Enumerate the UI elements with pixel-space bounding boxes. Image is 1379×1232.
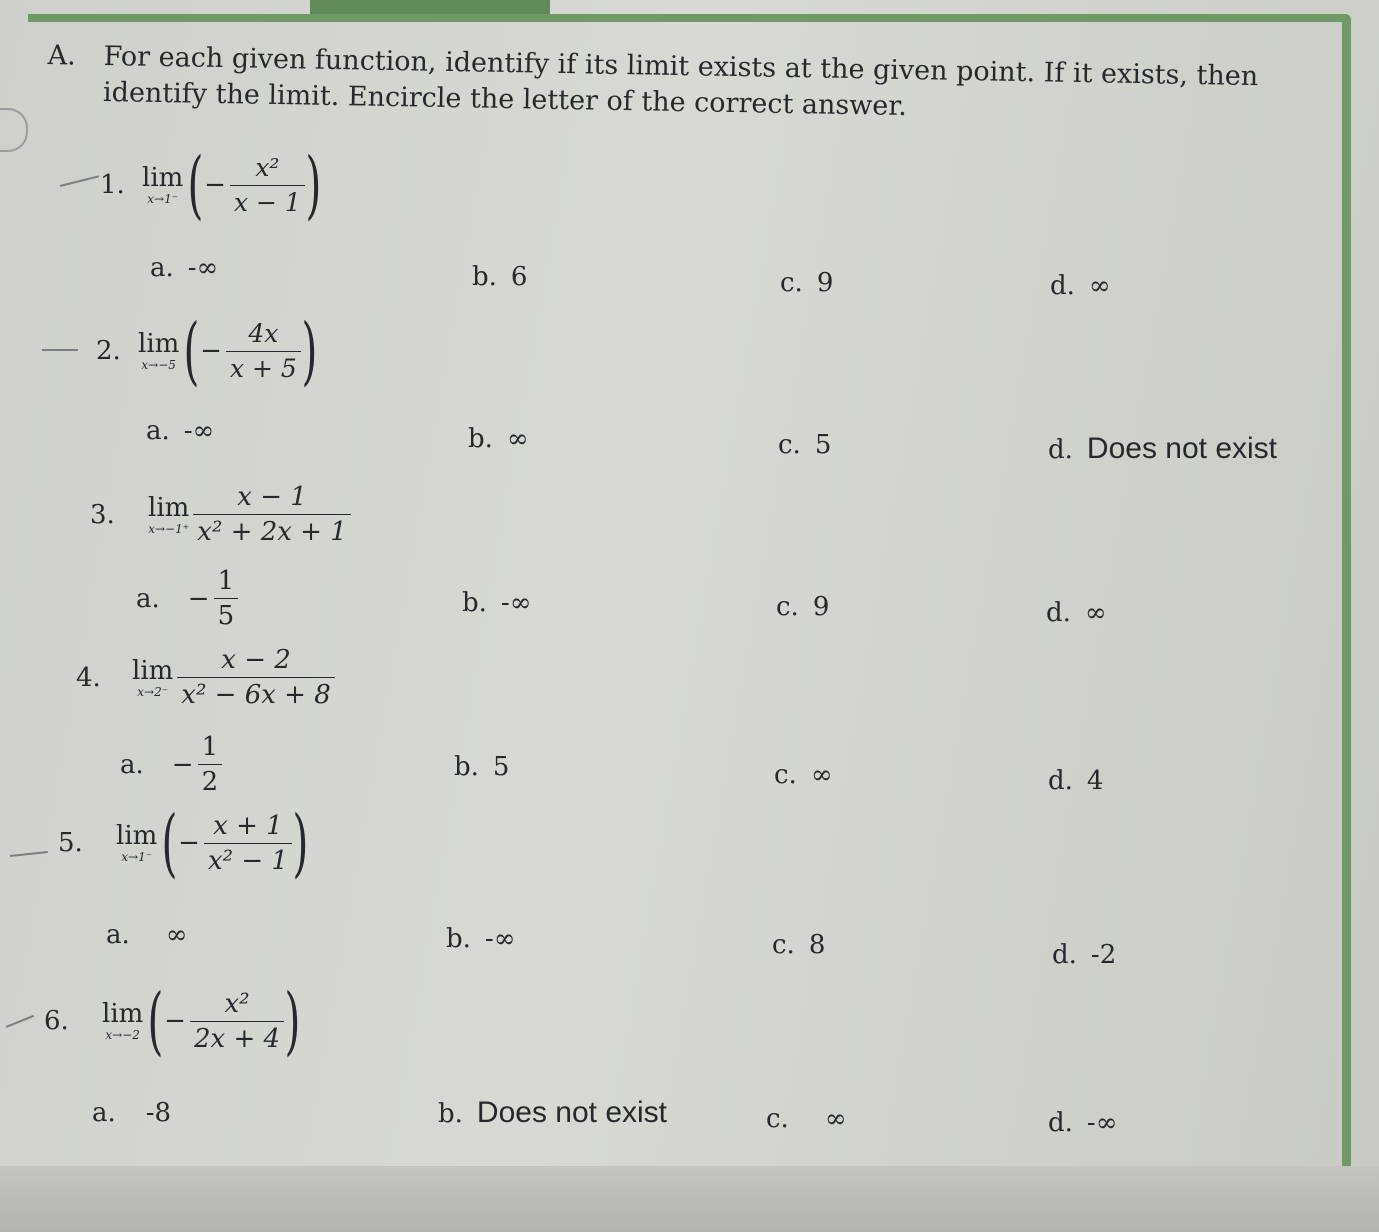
question-number: 5. bbox=[58, 828, 83, 858]
option-6d[interactable] bbox=[1048, 1108, 1117, 1138]
pencil-mark bbox=[42, 349, 78, 351]
option-label: b. bbox=[472, 262, 497, 292]
option-2d[interactable] bbox=[1048, 432, 1277, 466]
fraction bbox=[230, 153, 305, 218]
question-2 bbox=[96, 308, 318, 394]
limit-operator bbox=[116, 822, 157, 864]
option-label: b. bbox=[462, 588, 487, 618]
question-1 bbox=[100, 142, 322, 228]
option-1d[interactable] bbox=[1050, 271, 1111, 301]
sign: − bbox=[164, 1006, 186, 1036]
numerator: x − 1 bbox=[237, 482, 307, 512]
option-label: b. bbox=[468, 424, 493, 454]
option-value: ∞ bbox=[1088, 271, 1111, 301]
option-value: -2 bbox=[1090, 940, 1117, 970]
sign: − bbox=[204, 170, 226, 200]
fraction bbox=[204, 811, 292, 876]
option-label: d. bbox=[1046, 598, 1071, 628]
numerator: x² bbox=[255, 152, 280, 182]
denominator: x² − 1 bbox=[204, 843, 292, 876]
option-value: 8 bbox=[808, 930, 826, 960]
denominator: 2x + 4 bbox=[190, 1021, 284, 1054]
left-paren: ( bbox=[187, 142, 204, 228]
option-1b[interactable] bbox=[472, 262, 527, 292]
option-sign: − bbox=[187, 583, 210, 614]
fraction bbox=[226, 319, 301, 384]
option-label: d. bbox=[1052, 940, 1077, 970]
question-6 bbox=[44, 978, 301, 1064]
numerator: 4x bbox=[248, 318, 279, 348]
option-fraction bbox=[214, 566, 239, 631]
option-value: -∞ bbox=[484, 924, 516, 954]
lim-word: lim bbox=[116, 821, 158, 851]
option-value: 9 bbox=[816, 268, 834, 298]
option-value: Does not exist bbox=[476, 1096, 668, 1129]
option-label: a. bbox=[150, 253, 174, 283]
option-label: c. bbox=[776, 592, 799, 622]
lim-word: lim bbox=[148, 492, 190, 523]
question-3 bbox=[90, 482, 351, 547]
denominator: x² + 2x + 1 bbox=[193, 514, 350, 547]
pen-mark bbox=[0, 108, 28, 152]
denominator: x − 1 bbox=[230, 185, 305, 218]
option-label: c. bbox=[766, 1104, 789, 1134]
lim-word: lim bbox=[102, 999, 144, 1029]
lim-word: lim bbox=[142, 163, 184, 193]
option-label: a. bbox=[136, 583, 160, 614]
limit-operator bbox=[132, 657, 173, 699]
option-label: b. bbox=[438, 1099, 463, 1129]
numerator: x² bbox=[224, 988, 250, 1019]
right-paren: ) bbox=[292, 800, 309, 886]
option-label: c. bbox=[772, 930, 795, 960]
option-3b[interactable] bbox=[462, 588, 531, 618]
question-number: 1. bbox=[100, 170, 125, 200]
option-value: ∞ bbox=[810, 760, 833, 790]
option-value: -∞ bbox=[187, 253, 219, 283]
option-value: -∞ bbox=[500, 588, 532, 618]
option-1a[interactable] bbox=[150, 253, 218, 283]
option-1c[interactable] bbox=[780, 268, 833, 298]
question-number: 3. bbox=[90, 499, 115, 530]
lim-approach: x→−5 bbox=[141, 358, 176, 372]
option-4b[interactable] bbox=[454, 752, 509, 782]
limit-operator bbox=[142, 164, 183, 206]
option-fraction bbox=[198, 732, 223, 797]
option-value: ∞ bbox=[165, 920, 188, 950]
sign: − bbox=[200, 336, 222, 366]
option-value: -8 bbox=[145, 1098, 172, 1128]
question-4 bbox=[76, 645, 335, 710]
numerator: x + 1 bbox=[213, 810, 283, 841]
option-label: a. bbox=[120, 749, 144, 780]
fraction bbox=[193, 482, 350, 547]
option-2a[interactable] bbox=[146, 416, 214, 446]
option-6c[interactable] bbox=[766, 1104, 847, 1134]
option-label: d. bbox=[1048, 1108, 1073, 1138]
option-label: b. bbox=[454, 752, 479, 782]
option-denominator: 2 bbox=[198, 764, 223, 797]
limit-operator bbox=[138, 330, 179, 372]
option-value: ∞ bbox=[824, 1104, 847, 1134]
right-paren: ) bbox=[301, 308, 318, 394]
option-denominator: 5 bbox=[214, 598, 239, 631]
lim-approach: x→1⁻ bbox=[121, 850, 153, 864]
left-paren: ( bbox=[161, 800, 178, 886]
page-shadow bbox=[0, 1166, 1379, 1232]
option-value: Does not exist bbox=[1086, 432, 1278, 465]
right-paren: ) bbox=[305, 142, 322, 228]
option-label: a. bbox=[146, 416, 170, 446]
lim-word: lim bbox=[138, 329, 180, 359]
sign: − bbox=[178, 828, 200, 858]
option-value: 6 bbox=[510, 262, 528, 292]
option-5a[interactable] bbox=[106, 920, 187, 950]
option-label: d. bbox=[1050, 271, 1075, 301]
option-value: 5 bbox=[814, 430, 832, 460]
question-number: 4. bbox=[76, 662, 101, 693]
limit-operator bbox=[102, 1000, 143, 1042]
option-2b[interactable] bbox=[468, 424, 529, 454]
option-sign: − bbox=[171, 749, 194, 780]
lim-approach: x→−2 bbox=[105, 1028, 140, 1042]
numerator: x − 2 bbox=[221, 645, 291, 675]
section-letter: A. bbox=[47, 39, 77, 72]
option-6a[interactable] bbox=[92, 1098, 171, 1128]
lim-approach: x→2⁻ bbox=[137, 684, 169, 699]
option-3c[interactable] bbox=[776, 592, 829, 622]
option-numerator: 1 bbox=[201, 732, 219, 762]
option-value: 4 bbox=[1086, 766, 1104, 796]
denominator: x² − 6x + 8 bbox=[177, 677, 334, 710]
question-number: 2. bbox=[96, 336, 121, 366]
limit-operator bbox=[148, 494, 189, 536]
option-label: c. bbox=[780, 268, 803, 298]
option-4a[interactable] bbox=[120, 732, 222, 797]
option-label: a. bbox=[106, 920, 130, 950]
option-value: ∞ bbox=[1084, 598, 1107, 628]
option-value: 5 bbox=[492, 752, 510, 782]
question-5 bbox=[58, 800, 309, 886]
left-paren: ( bbox=[183, 308, 200, 394]
option-numerator: 1 bbox=[217, 566, 235, 596]
lim-approach: x→1⁻ bbox=[147, 192, 179, 206]
option-3d[interactable] bbox=[1046, 598, 1107, 628]
option-label: b. bbox=[446, 924, 471, 954]
option-value: 9 bbox=[812, 592, 830, 622]
option-4c[interactable] bbox=[774, 760, 833, 790]
option-5b[interactable] bbox=[446, 924, 515, 954]
denominator: x + 5 bbox=[226, 351, 301, 384]
option-value: -∞ bbox=[1086, 1108, 1118, 1138]
option-value: -∞ bbox=[183, 416, 215, 446]
fraction bbox=[177, 645, 334, 710]
option-3a[interactable] bbox=[136, 566, 238, 631]
option-6b[interactable] bbox=[438, 1096, 667, 1130]
option-label: d. bbox=[1048, 435, 1073, 465]
option-label: d. bbox=[1048, 766, 1073, 796]
instruction-text: For each given function, identify if its limit exists at the given point. If it exists, then identify the limit. Encircle the letter of the correct answer. bbox=[102, 40, 1259, 122]
option-4d[interactable] bbox=[1048, 766, 1103, 796]
left-paren: ( bbox=[147, 978, 164, 1064]
right-paren: ) bbox=[284, 978, 301, 1064]
question-number: 6. bbox=[44, 1006, 69, 1036]
option-value: ∞ bbox=[506, 424, 529, 454]
fraction bbox=[190, 989, 284, 1054]
option-5d[interactable] bbox=[1052, 940, 1116, 970]
option-5c[interactable] bbox=[772, 930, 825, 960]
lim-word: lim bbox=[132, 655, 174, 686]
option-label: a. bbox=[92, 1098, 116, 1128]
option-label: c. bbox=[778, 430, 801, 460]
option-2c[interactable] bbox=[778, 430, 831, 460]
lim-approach: x→−1⁺ bbox=[148, 521, 190, 536]
option-label: c. bbox=[774, 760, 797, 790]
